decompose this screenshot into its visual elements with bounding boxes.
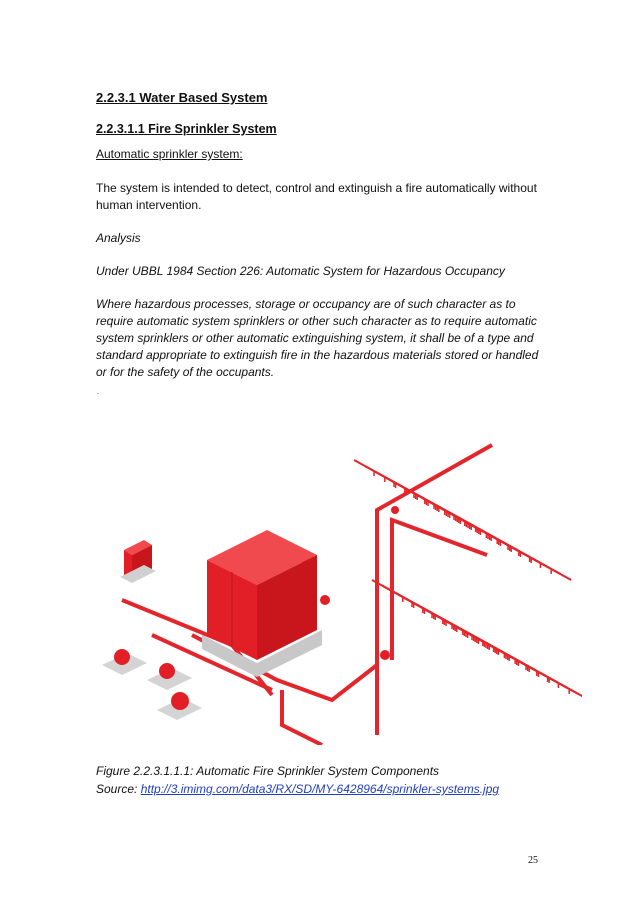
valves — [320, 506, 399, 660]
subsection-heading: 2.2.3.1.1 Fire Sprinkler System — [96, 122, 277, 136]
sprinkler-branch-grid — [354, 460, 582, 700]
fire-pumps — [102, 649, 202, 720]
figure-source — [96, 781, 499, 798]
control-panel — [120, 540, 156, 583]
water-tank — [202, 530, 322, 677]
page-number: 25 — [528, 855, 538, 866]
regulation-title: Under UBBL 1984 Section 226: Automatic System for Hazardous Occupancy — [96, 264, 505, 278]
figure-caption: Figure 2.2.3.1.1.1: Automatic Fire Sprinkler System Components — [96, 764, 440, 778]
analysis-label: Analysis — [96, 231, 141, 245]
source-link[interactable]: http://3.imimg.com/data3/RX/SD/MY-6428964/sprinkler-systems.jpg — [140, 782, 500, 796]
sprinkler-system-illustration — [92, 405, 582, 745]
subheading: Automatic sprinkler system: — [96, 147, 243, 161]
section-heading: 2.2.3.1 Water Based System — [96, 90, 268, 105]
intro-paragraph: The system is intended to detect, control and extinguish a fire automatically without human intervention. — [96, 181, 537, 212]
stray-mark — [97, 393, 99, 394]
regulation-paragraph: Where hazardous processes, storage or occupancy are of such character as to require automatic system sprinklers or other such character as to require automatic system sprinklers or other automatic extinguishing system, it shall be of a type and standard appropriate to extinguish fire in the hazardous materials stored or handled or for the safety of the occupants. — [96, 297, 539, 379]
source-label: Source: — [96, 782, 138, 796]
